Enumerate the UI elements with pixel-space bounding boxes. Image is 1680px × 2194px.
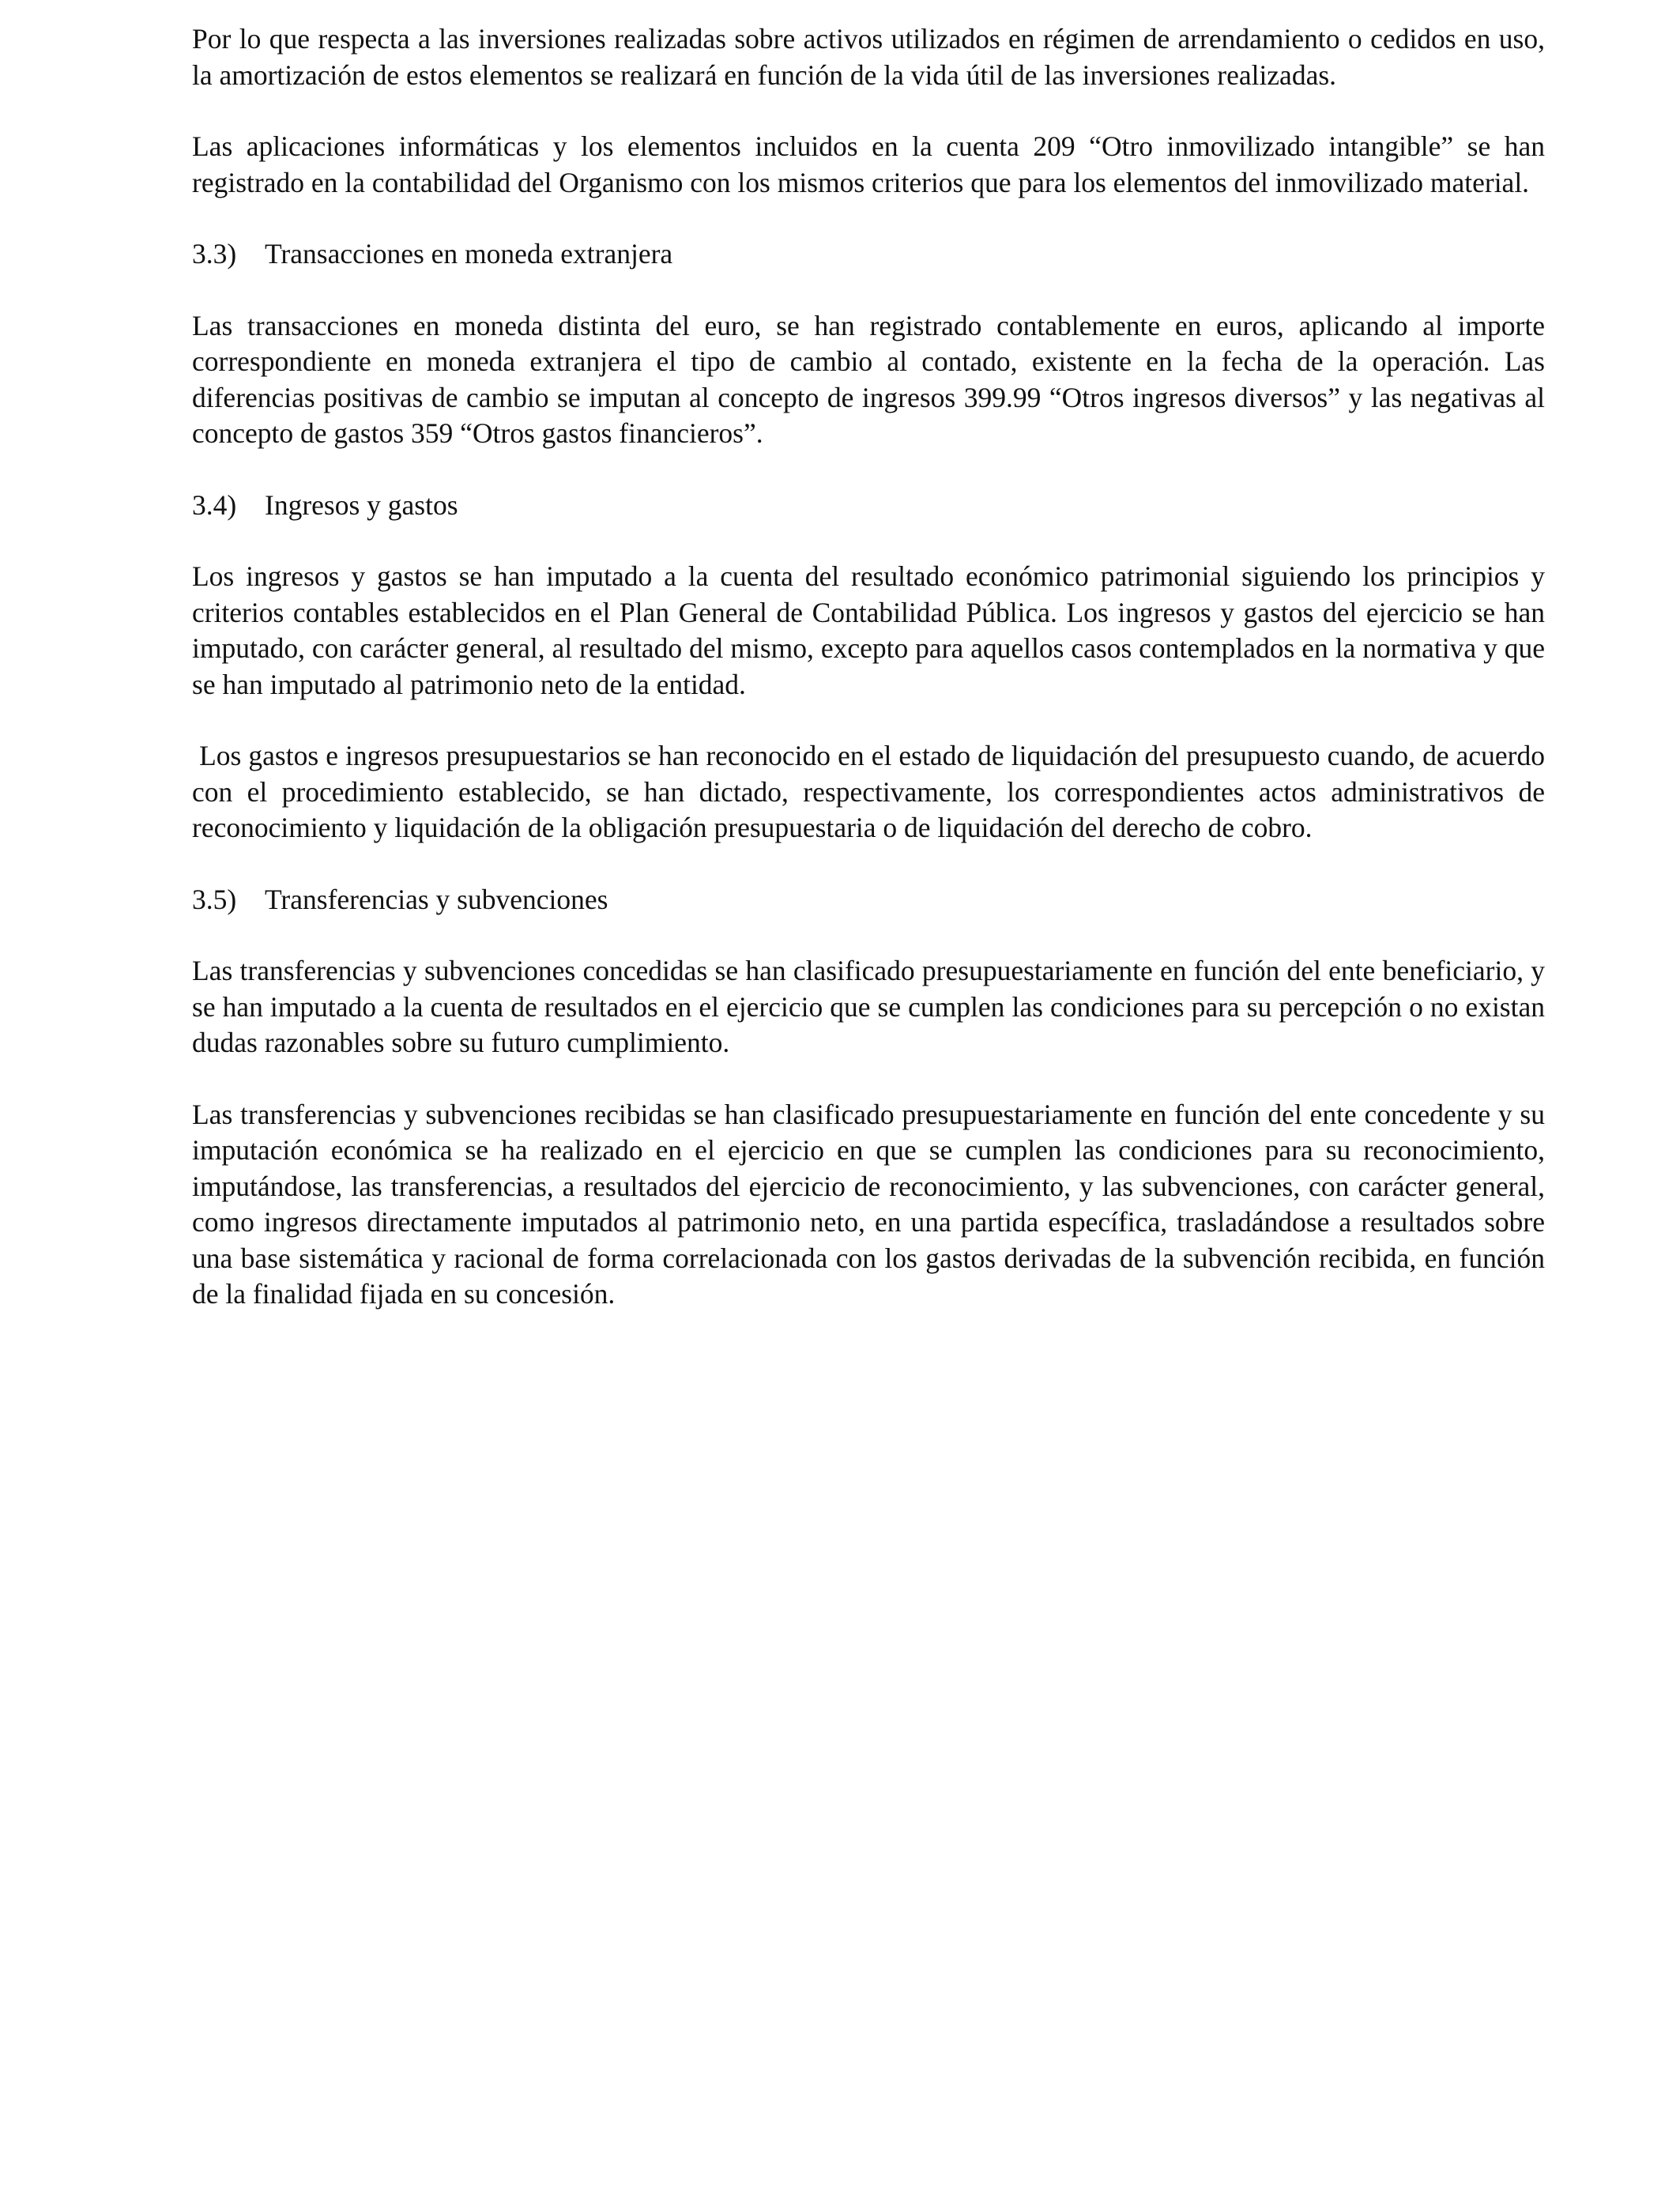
document-body: [192, 21, 1552, 1348]
section-title: Ingresos y gastos: [265, 488, 458, 521]
section-title: Transacciones en moneda extranjera: [265, 238, 673, 270]
paragraph-aplicaciones-informaticas: Las aplicaciones informáticas y los elementos incluidos en la cuenta 209 “Otro inmovilizado intangible” se han registrado en la contabilidad del Organismo con los mismos criterios que para los elementos del inmovilizado material.: [192, 130, 1545, 198]
section-number: 3.3): [192, 238, 237, 270]
section-title: Transferencias y subvenciones: [265, 883, 608, 915]
section-heading-3-4: [192, 488, 1545, 524]
paragraph-subvenciones-concedidas: Las transferencias y subvenciones concedidas se han clasificado presupuestariamente en función del ente beneficiario, y se han imputado a la cuenta de resultados en el ejercicio que se cumplen las condiciones para su percepción o no existan dudas razonables sobre su futuro cumplimiento.: [192, 955, 1545, 1058]
paragraph-moneda-extranjera: Las transacciones en moneda distinta del euro, se han registrado contablemente en euros, aplicando al importe correspondiente en moneda extranjera el tipo de cambio al contado, existente en la fecha de la operación. Las diferencias positivas de cambio se imputan al concepto de ingresos 399.99 “Otros ingresos diversos” y las negativas al concepto de gastos 359 “Otros gastos financieros”.: [192, 309, 1545, 449]
paragraph-subvenciones-recibidas: Las transferencias y subvenciones recibidas se han clasificado presupuestariamente en función del ente concedente y su imputación económica se ha realizado en el ejercicio en que se cumplen las condiciones para su reconocimiento, imputándose, las transferencias, a resultados del ejercicio de reconocimiento, y las subvenciones, con carácter general, como ingresos directamente imputados al patrimonio neto, en una partida específica, trasladándose a resultados sobre una base sistemática y racional de forma correlacionada con los gastos derivadas de la subvención recibida, en función de la finalidad fijada en su concesión.: [192, 1098, 1545, 1310]
section-heading-3-5: [192, 882, 1545, 918]
paragraph-inversiones-arrendamiento: Por lo que respecta a las inversiones realizadas sobre activos utilizados en régimen de arrendamiento o cedidos en uso, la amortización de estos elementos se realizará en función de la vida útil de las inversiones realizadas.: [192, 23, 1545, 91]
section-heading-3-3: [192, 236, 1545, 273]
section-number: 3.4): [192, 488, 237, 521]
section-number: 3.5): [192, 883, 237, 915]
paragraph-gastos-presupuestarios: Los gastos e ingresos presupuestarios se han reconocido en el estado de liquidación del presupuesto cuando, de acuerdo con el procedimiento establecido, se han dictado, respectivamente, los correspondientes actos administrativos de reconocimiento y liquidación de la obligación presupuestaria o de liquidación del derecho de cobro.: [192, 740, 1552, 843]
paragraph-ingresos-gastos: Los ingresos y gastos se han imputado a la cuenta del resultado económico patrimonial siguiendo los principios y criterios contables establecidos en el Plan General de Contabilidad Pública. Los ingresos y gastos del ejercicio se han imputado, con carácter general, al resultado del mismo, excepto para aquellos casos contemplados en la normativa y que se han imputado al patrimonio neto de la entidad.: [192, 560, 1545, 700]
